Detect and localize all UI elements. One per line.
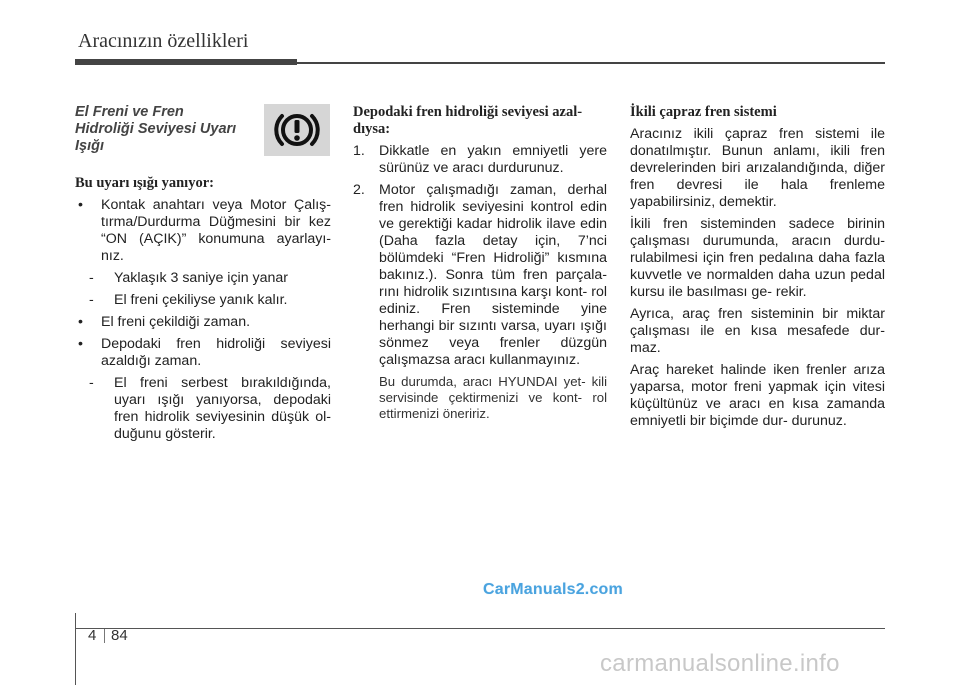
list-item <box>75 314 331 331</box>
subhead-dual-brake: İkili çapraz fren sistemi <box>630 104 777 120</box>
running-header-title: Aracınızın özellikleri <box>78 30 249 52</box>
list-item-text: El freni çekildiği zaman. <box>101 314 251 330</box>
watermark-link[interactable]: CarManuals2.com <box>483 581 623 598</box>
list-subitem-text: El freni çekiliyse yanık kalır. <box>114 292 288 308</box>
dash-mark: - <box>89 292 94 308</box>
service-note-text: Bu durumda, aracı HYUNDAI yet- kili servisinde çektirmenizi ve kont- rol ettirmenizi öneririz. <box>379 374 607 421</box>
section-title-line: El Freni ve Fren <box>75 104 184 120</box>
chapter-number: 4 <box>88 627 97 644</box>
step-number: 2. <box>353 182 365 198</box>
footer-separator <box>104 629 105 643</box>
step-text: Motor çalışmadığı zaman, derhal fren hidrolik seviyesini kontrol edin ve gerektiği kadar hidrolik ilave edin (Daha fazla detay için, 7’nci bölümdeki “Fren Hidroliği” kısmına bakınız.). Sonra tüm fren parçala- rını hidrolik sızıntısına karşı kont- rol ediniz. Fren sisteminde yine herhangi bir sızıntı varsa, uyarı ışığı sönmez veya frenler düzgün çalışmazsa aracı kullanmayınız. <box>379 182 607 368</box>
list-item-step-2 <box>353 182 607 369</box>
list-item <box>75 197 331 265</box>
brake-warning-icon <box>274 107 320 153</box>
column-right <box>630 104 885 435</box>
paragraph: Aracınız ikili çapraz fren sistemi ile donatılmıştır. Bunun anlamı, ikili fren devrelerinden biri arızalandığında, diğer fren devresi ile hala frenleme yapabilirsiniz, demektir. <box>630 126 885 210</box>
section-title-line: Hidroliği Seviyesi Uyarı <box>75 121 237 137</box>
brake-warning-light-box <box>264 104 330 156</box>
dash-mark: - <box>89 270 94 286</box>
bullet-mark: • <box>78 314 83 330</box>
list-subitem-text: Yaklaşık 3 saniye için yanar <box>114 270 289 286</box>
list-subitem <box>89 375 331 443</box>
column-middle <box>353 104 607 427</box>
footer-rule-vertical <box>75 613 76 685</box>
step-number: 1. <box>353 143 365 159</box>
section-title <box>75 104 265 155</box>
bullet-mark: • <box>78 197 83 213</box>
header-rule-thin <box>297 62 885 64</box>
column-left <box>75 175 331 448</box>
site-brand-watermark: carmanualsonline.info <box>600 650 840 677</box>
paragraph: Araç hareket halinde iken frenler arıza yaparsa, motor freni yapmak için vitesi küçültünüz ve aracı en kısa zamanda emniyetli bir biçimde dur- durunuz. <box>630 362 885 429</box>
list-item-text: Depodaki fren hidroliği seviyesi azaldığı zaman. <box>101 336 331 369</box>
list-item-text: Kontak anahtarı veya Motor Çalış- tırma/Durdurma Düğmesini bir kez “ON (AÇIK)” konumuna ayarlayı- nız. <box>101 197 331 264</box>
subhead-warning-on: Bu uyarı ışığı yanıyor: <box>75 175 214 191</box>
list-subitem-text: El freni serbest bırakıldığında, uyarı ışığı yanıyorsa, depodaki fren hidrolik seviyesinin düşük ol- duğunu gösterir. <box>114 375 331 442</box>
paragraph: Ayrıca, araç fren sisteminin bir miktar çalışması ile en kısa mesafede dur- maz. <box>630 306 885 356</box>
list-subitem <box>89 292 331 309</box>
subhead-low-fluid: Depodaki fren hidroliği seviyesi azal- dıysa: <box>353 104 583 137</box>
header-rule-thick <box>75 59 297 65</box>
list-item-step-1 <box>353 143 607 177</box>
bullet-mark: • <box>78 336 83 352</box>
step-text: Dikkatle en yakın emniyetli yere sürünüz ve aracı durdurunuz. <box>379 143 607 176</box>
list-subitem <box>89 270 331 287</box>
page-number: 84 <box>111 627 128 644</box>
paragraph: İkili fren sisteminden sadece birinin çalışması durumunda, aracın durdu- rulabilmesi için fren pedalına daha fazla kuvvetle ve normalden daha uzun pedal kursu ile basılması ge- rekir. <box>630 216 885 300</box>
footer-rule <box>75 628 885 629</box>
section-title-line: Işığı <box>75 138 105 154</box>
list-item <box>75 336 331 370</box>
dash-mark: - <box>89 375 94 391</box>
service-note <box>353 374 607 422</box>
